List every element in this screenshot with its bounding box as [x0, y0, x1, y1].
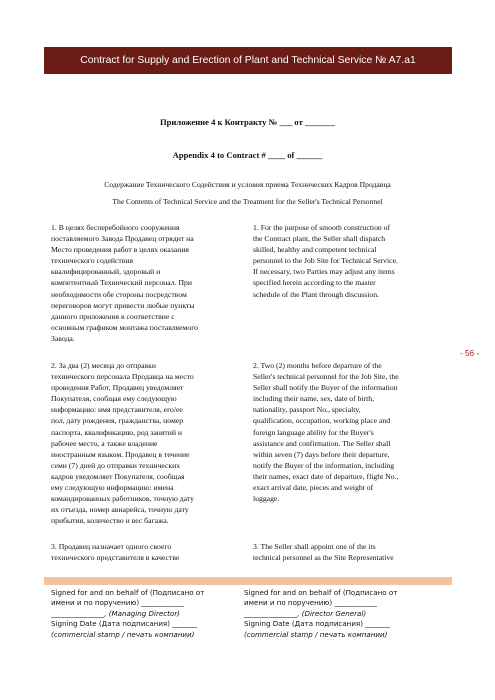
clause-line: Завода.	[51, 333, 75, 343]
clause-line: технического содействия	[51, 256, 134, 266]
clause-2-en	[253, 360, 448, 504]
clause-line: the Contract plant, the Seller shall dispatch	[253, 234, 386, 244]
clause-line: 2. Two (2) months before departure of the	[253, 361, 382, 370]
commercial-stamp: (commercial stamp / печать компании)	[244, 629, 388, 639]
clause-line: кадров уведомляет Покупателя, сообщая	[51, 471, 185, 481]
clause-line: including their name, sex, date of birth,	[253, 394, 375, 404]
clause-line: luggage.	[253, 494, 280, 504]
clause-line: прибытия, количество и вес багажа.	[51, 516, 169, 526]
clause-line: technical personnel as the Site Representative	[253, 553, 394, 563]
signature-title: _______________, (Managing Director)	[51, 608, 180, 618]
clause-line: командированных работников, точную дату	[51, 494, 194, 504]
page-number: - 56 -	[460, 349, 480, 358]
signature-title: _______________, (Director General)	[244, 608, 367, 618]
clause-line: проведения Работ, Продавец уведомляет	[51, 383, 184, 393]
appendix-title-ru: Приложение 4 к Контракту № ___ от _______	[159, 117, 336, 127]
clause-line: If necessary, two Parties may adjust any items	[253, 267, 395, 277]
clause-line: иностранным языком. Продавец в течение	[51, 449, 190, 459]
clause-line: 3. Продавец назначает одного своего	[51, 542, 172, 551]
signature-line: имени и по поручению) ____________	[244, 598, 377, 608]
clause-2-ru	[51, 360, 246, 526]
signature-block-left	[51, 588, 256, 640]
clause-line: exact arrival date, pieces and weight of	[253, 483, 374, 493]
clause-line: assistance and confirmation. The Seller shall	[253, 438, 391, 448]
clause-line: технического представителя в качестве	[51, 553, 180, 563]
clause-line: ему следующую информацию: имена	[51, 483, 174, 493]
clause-line: Seller shall notify the Buyer of the information	[253, 383, 398, 393]
clause-line: их отъезда, номер авиарейса, точную дату	[51, 505, 189, 515]
clause-line: компетентный Технический персонал. При	[51, 278, 192, 288]
clause-line: Seller's technical personnel for the Job Site, the	[253, 372, 399, 382]
clause-line: specified herein according to the master	[253, 278, 376, 288]
clause-1-en	[253, 222, 448, 300]
signature-block-right	[244, 588, 449, 640]
clause-line: qualification, occupation, working place and	[253, 416, 391, 426]
clause-line: паспорта, квалификацию, род занятий и	[51, 427, 183, 437]
clause-line: within seven (7) days before their departure,	[253, 449, 390, 459]
section-title-ru: Содержание Технического Содействия и условия приема Технических Кадров Продавца	[104, 180, 391, 189]
signature-line: Signed for and on behalf of (Подписано от	[51, 588, 205, 597]
clause-line: their names, exact date of departure, flight No.,	[253, 471, 399, 481]
clause-line: personnel to the Job Site for Technical Service.	[253, 256, 398, 266]
clause-line: 2. За два (2) месяца до отправки	[51, 361, 157, 370]
contract-header-bar	[44, 47, 452, 74]
clause-line: Место проведения работ в целях оказания	[51, 245, 189, 255]
clause-line: 1. For the purpose of smooth construction of	[253, 223, 391, 232]
clause-line: 1. В целях бесперебойного сооружения	[51, 223, 180, 232]
signing-date: Signing Date (Дата подписания) _______	[51, 619, 198, 629]
clause-line: семи (7) дней до отправки технических	[51, 460, 181, 470]
clause-line: квалифицированный, здоровый и	[51, 267, 161, 277]
clause-line: 3. The Seller shall appoint one of the its	[253, 542, 376, 551]
commercial-stamp: (commercial stamp / печать компании)	[51, 629, 195, 639]
clause-3-en	[253, 541, 448, 563]
clause-line: технического персонала Продавца на место	[51, 372, 194, 382]
clause-1-ru	[51, 222, 246, 344]
signature-line: Signed for and on behalf of (Подписано от	[244, 588, 398, 597]
clause-line: foreign language ability for the Buyer's	[253, 427, 374, 437]
section-title-en: The Contents of Technical Service and the Treatment for the Seller's Technical Personnel	[112, 197, 383, 206]
clause-line: skilled, healthy and competent technical	[253, 245, 377, 255]
clause-3-ru	[51, 541, 246, 563]
appendix-title-en: Appendix 4 to Contract # ____ of ______	[172, 150, 323, 160]
clause-line: переговоров могут привести любые пункты	[51, 300, 195, 310]
clause-line: schedule of the Plant through discussion.	[253, 289, 379, 299]
clause-line: пол, дату рождения, гражданства, номер	[51, 416, 184, 426]
clause-line: необходимости обе стороны посредством	[51, 289, 187, 299]
clause-line: поставляемого Завода Продавец отрядит на	[51, 234, 194, 244]
signature-line: имени и по поручению) ____________	[51, 598, 184, 608]
clause-line: информацию: имя представителя, его/ее	[51, 405, 183, 415]
clause-line: рабочее место, а также владение	[51, 438, 158, 448]
signature-divider-stripe	[44, 577, 452, 585]
clause-line: данного приложения в соответствие с	[51, 311, 175, 321]
clause-line: notify the Buyer of the information, including	[253, 460, 395, 470]
signing-date: Signing Date (Дата подписания) _______	[244, 619, 391, 629]
clause-line: Покупателя, сообщая ему следующую	[51, 394, 177, 404]
contract-title: Contract for Supply and Erection of Plant and Technical Service № A7.a1	[80, 55, 416, 66]
clause-line: nationality, passport No., specialty,	[253, 405, 361, 415]
clause-line: основным графиком монтажа поставляемого	[51, 322, 199, 332]
